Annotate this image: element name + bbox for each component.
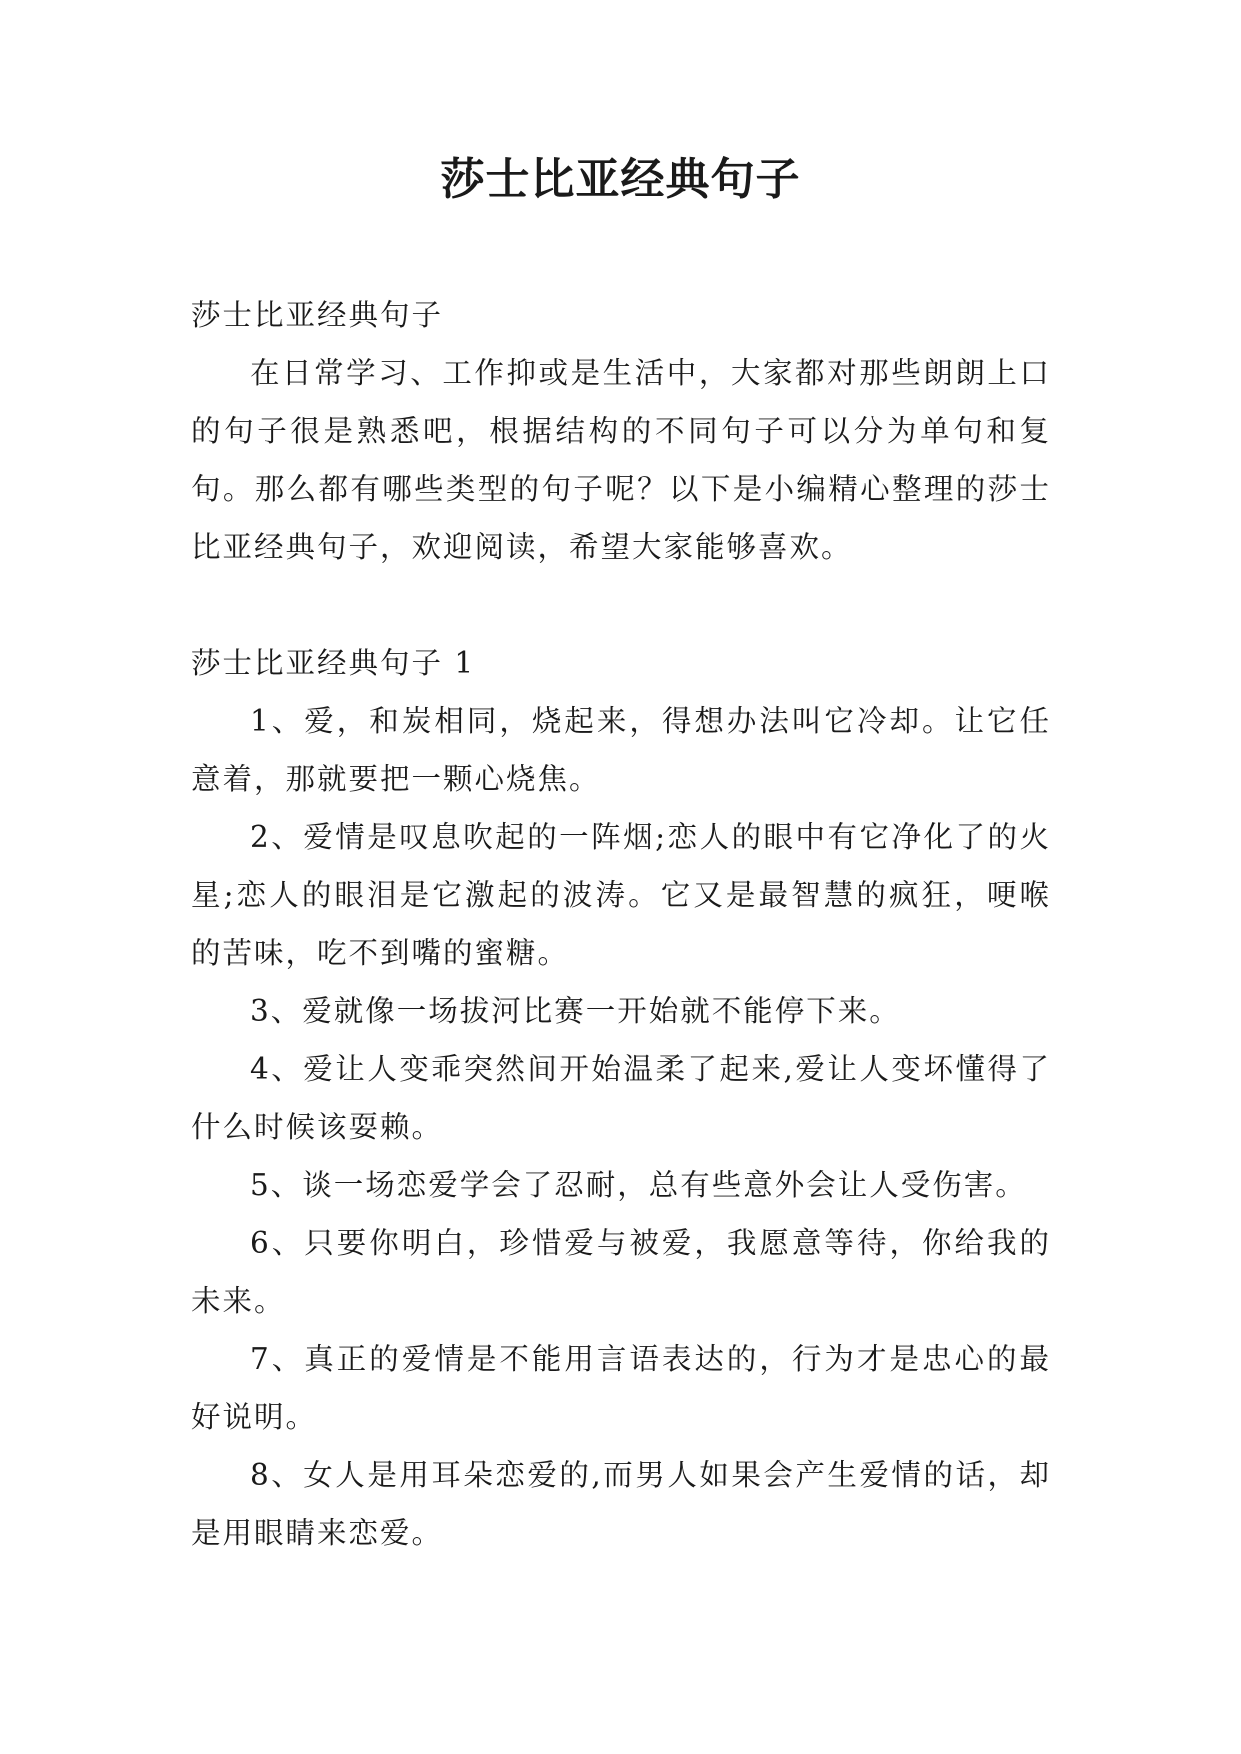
quote-item-7: 7、真正的爱情是不能用言语表达的，行为才是忠心的最好说明。 [191, 1342, 1051, 1434]
quote-item-4: 4、爱让人变乖突然间开始温柔了起来,爱让人变坏懂得了什么时候该耍赖。 [191, 1052, 1051, 1144]
document-subtitle: 莎士比亚经典句子 [191, 298, 444, 332]
quote-item-8: 8、女人是用耳朵恋爱的,而男人如果会产生爱情的话，却是用眼睛来恋爱。 [191, 1458, 1051, 1550]
section-heading: 莎士比亚经典句子 1 [191, 646, 476, 680]
quote-item-3: 3、爱就像一场拔河比赛一开始就不能停下来。 [250, 994, 901, 1028]
quote-item-2: 2、爱情是叹息吹起的一阵烟;恋人的眼中有它净化了的火星;恋人的眼泪是它激起的波涛。它又是最智慧的疯狂，哽喉的苦味，吃不到嘴的蜜糖。 [191, 820, 1051, 970]
document-body [191, 286, 1051, 1562]
intro-paragraph: 在日常学习、工作抑或是生活中，大家都对那些朗朗上口的句子很是熟悉吧，根据结构的不同句子可以分为单句和复句。那么都有哪些类型的句子呢？以下是小编精心整理的莎士比亚经典句子，欢迎阅读，希望大家能够喜欢。 [191, 356, 1051, 564]
quote-item-5: 5、谈一场恋爱学会了忍耐，总有些意外会让人受伤害。 [250, 1168, 1027, 1202]
quote-item-1: 1、爱，和炭相同，烧起来，得想办法叫它冷却。让它任意着，那就要把一颗心烧焦。 [191, 704, 1051, 796]
quote-item-6: 6、只要你明白，珍惜爱与被爱，我愿意等待，你给我的未来。 [191, 1226, 1051, 1318]
document-title: 莎士比亚经典句子 [440, 154, 801, 205]
